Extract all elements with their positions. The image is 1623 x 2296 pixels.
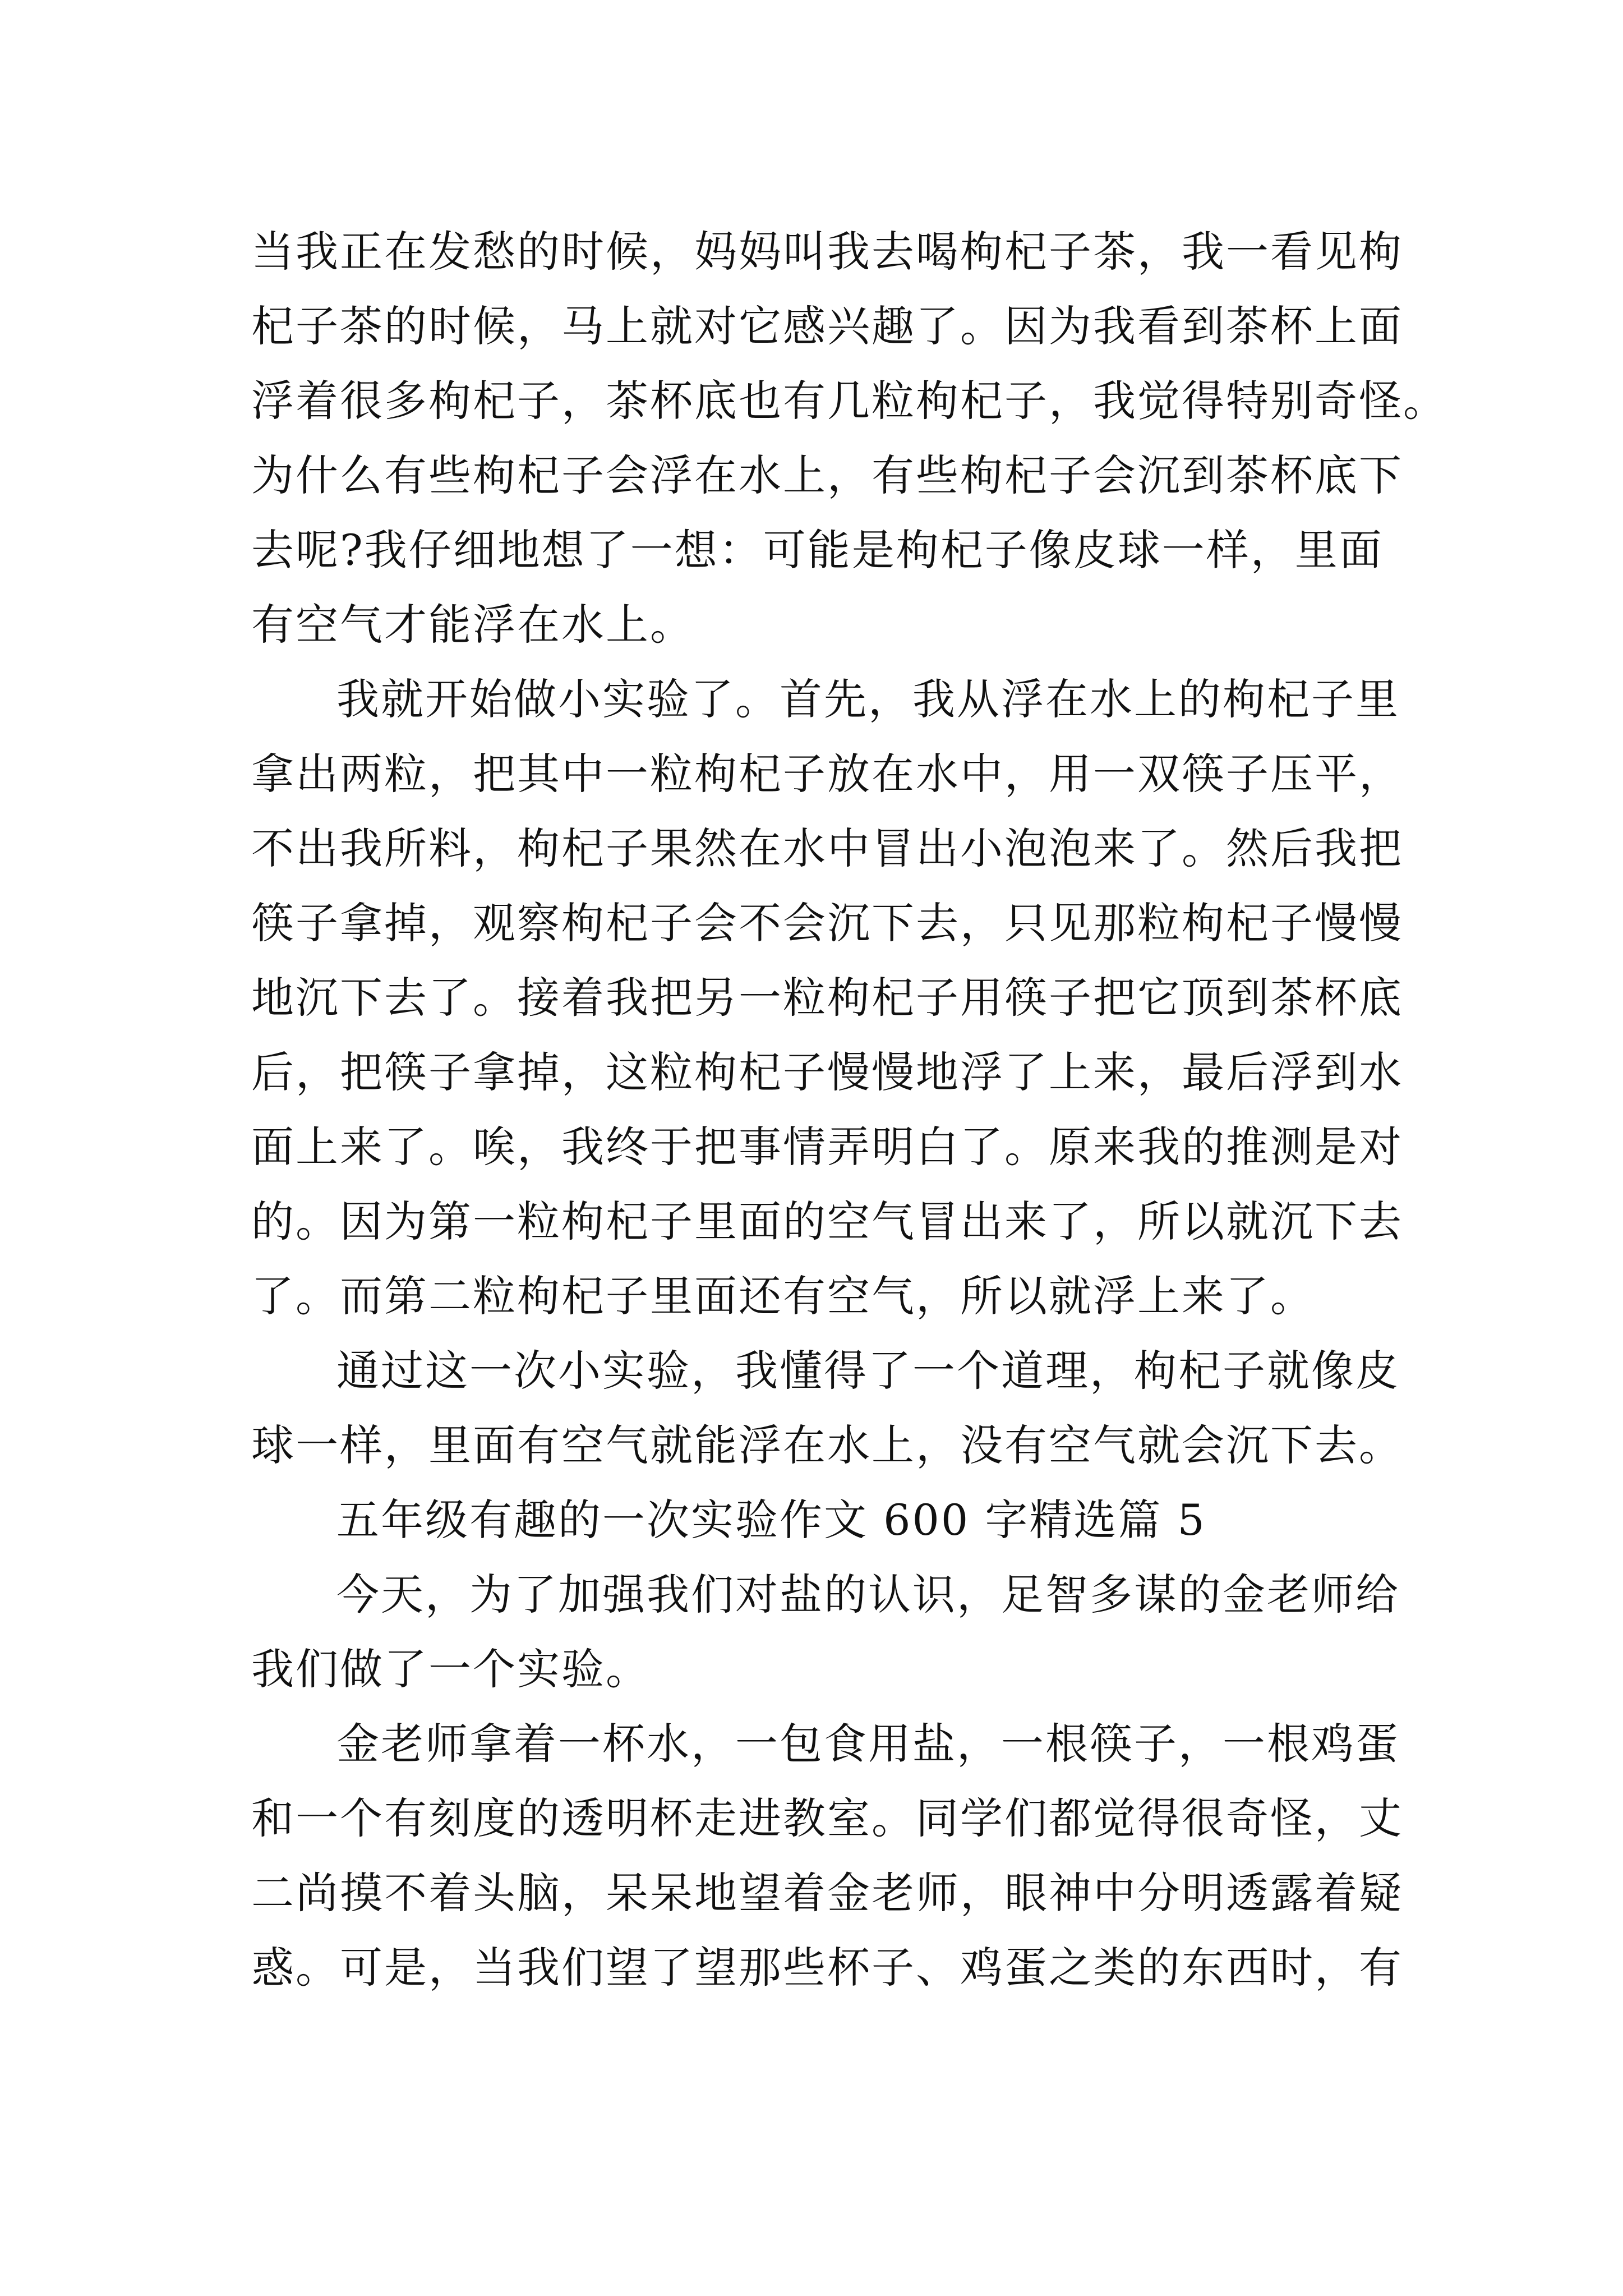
paragraph (251, 662, 1403, 1333)
text-line: 拿出两粒，把其中一粒枸杞子放在水中，用一双筷子压平， (251, 749, 1403, 799)
text-line: 杞子茶的时候，马上就对它感兴趣了。因为我看到茶杯上面 (251, 301, 1403, 351)
text-line: 通过这一次小实验，我懂得了一个道理，枸杞子就像皮 (336, 1346, 1400, 1396)
text-line: 不出我所料，枸杞子果然在水中冒出小泡泡来了。然后我把 (251, 823, 1403, 873)
section-heading (251, 1483, 1395, 1557)
text-line: 面上来了。唉，我终于把事情弄明白了。原来我的推测是对 (251, 1122, 1403, 1172)
text-line: 今天，为了加强我们对盐的认识，足智多谋的金老师给 (336, 1570, 1400, 1619)
text-line: 地沉下去了。接着我把另一粒枸杞子用筷子把它顶到茶杯底 (251, 973, 1403, 1023)
article-body (251, 214, 1447, 2005)
text-line: 二尚摸不着头脑，呆呆地望着金老师，眼神中分明透露着疑 (251, 1868, 1403, 1918)
paragraph (251, 1557, 1400, 1706)
text-line: 我们做了一个实验。 (251, 1644, 650, 1694)
text-line: 去呢?我仔细地想了一想：可能是枸杞子像皮球一样，里面 (251, 525, 1384, 575)
paragraph (251, 214, 1447, 662)
text-line: 惑。可是，当我们望了望那些杯子、鸡蛋之类的东西时，有 (251, 1943, 1403, 1993)
paragraph (251, 1706, 1403, 2005)
text-line: 我就开始做小实验了。首先，我从浮在水上的枸杞子里 (336, 674, 1400, 724)
paragraph (251, 1333, 1403, 1483)
text-line: 为什么有些枸杞子会浮在水上，有些枸杞子会沉到茶杯底下 (251, 450, 1403, 500)
text-line: 的。因为第一粒枸杞子里面的空气冒出来了，所以就沉下去 (251, 1197, 1403, 1246)
text-line: 筷子拿掉，观察枸杞子会不会沉下去，只见那粒枸杞子慢慢 (251, 898, 1403, 948)
text-line: 球一样，里面有空气就能浮在水上，没有空气就会沉下去。 (251, 1420, 1403, 1470)
text-line: 金老师拿着一杯水，一包食用盐，一根筷子，一根鸡蛋 (336, 1719, 1400, 1769)
heading-line: 五年级有趣的一次实验作文 600 字精选篇 5 (336, 1495, 1206, 1545)
text-line: 了。而第二粒枸杞子里面还有空气，所以就浮上来了。 (251, 1271, 1315, 1321)
text-line: 有空气才能浮在水上。 (251, 600, 694, 650)
text-line: 浮着很多枸杞子，茶杯底也有几粒枸杞子，我觉得特别奇怪。 (251, 376, 1447, 426)
text-line: 当我正在发愁的时候，妈妈叫我去喝枸杞子茶，我一看见枸 (251, 227, 1403, 277)
text-line: 和一个有刻度的透明杯走进教室。同学们都觉得很奇怪，丈 (251, 1793, 1403, 1843)
text-line: 后，把筷子拿掉，这粒枸杞子慢慢地浮了上来，最后浮到水 (251, 1047, 1403, 1097)
